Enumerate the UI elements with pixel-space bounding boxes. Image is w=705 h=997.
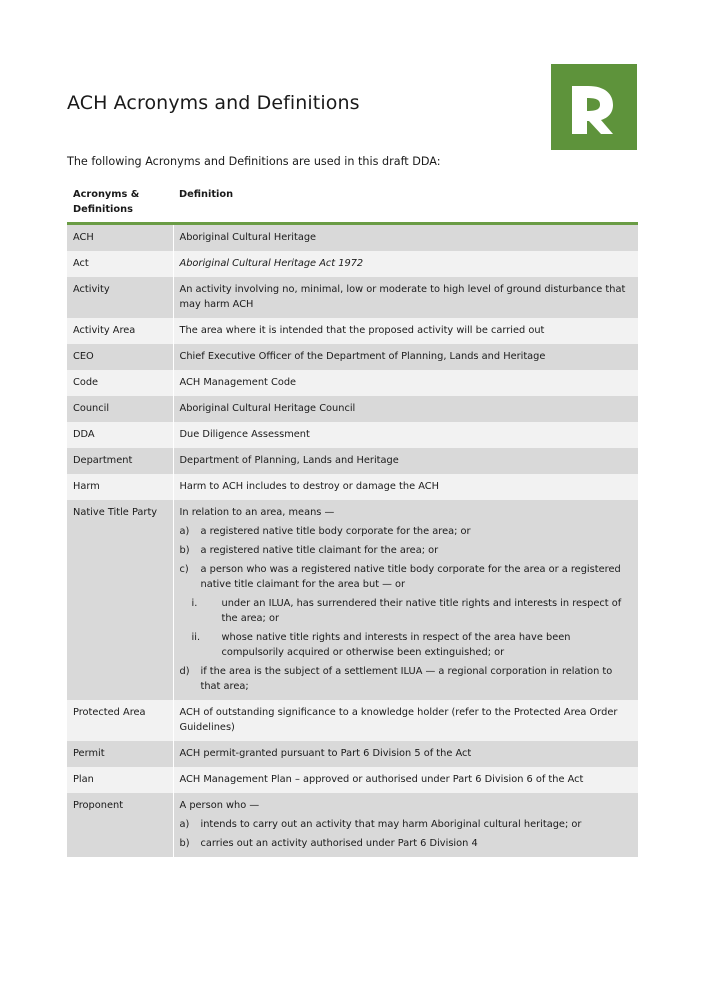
intro-text: The following Acronyms and Definitions are used in this draft DDA: bbox=[67, 155, 441, 168]
list-text: intends to carry out an activity that may harm Aboriginal cultural heritage; or bbox=[200, 819, 582, 830]
term-cell: CEO bbox=[67, 344, 173, 370]
column-header-term: Acronyms & Definitions bbox=[67, 183, 173, 224]
term-cell: Activity bbox=[67, 277, 173, 318]
list-text: whose native title rights and interests in respect of the area have been compulsorily acquired or otherwise been extinguished; or bbox=[221, 632, 571, 658]
table-row bbox=[67, 500, 638, 700]
list-item bbox=[180, 836, 633, 851]
list-marker: i. bbox=[191, 598, 198, 609]
definition-cell: Aboriginal Cultural Heritage bbox=[173, 224, 638, 252]
table-row bbox=[67, 741, 638, 767]
sub-list-item bbox=[180, 630, 633, 660]
list-text: if the area is the subject of a settlement ILUA — a regional corporation in relation to that area; bbox=[200, 666, 613, 692]
term-cell: Proponent bbox=[67, 793, 173, 857]
sub-list-item bbox=[180, 596, 633, 626]
table-row bbox=[67, 448, 638, 474]
term-cell: Council bbox=[67, 396, 173, 422]
list-text: carries out an activity authorised under Part 6 Division 4 bbox=[200, 838, 478, 849]
table-row bbox=[67, 700, 638, 741]
term-cell: Permit bbox=[67, 741, 173, 767]
list-marker: a) bbox=[179, 819, 190, 830]
table-row bbox=[67, 767, 638, 793]
table-row bbox=[67, 370, 638, 396]
table-row bbox=[67, 793, 638, 857]
definition-cell: ACH of outstanding significance to a knowledge holder (refer to the Protected Area Order Guidelines) bbox=[173, 700, 638, 741]
term-cell: DDA bbox=[67, 422, 173, 448]
table-row bbox=[67, 224, 638, 252]
list-item bbox=[180, 664, 633, 694]
list-marker: d) bbox=[179, 666, 190, 677]
definitions-table bbox=[67, 183, 638, 857]
definition-cell: Harm to ACH includes to destroy or damage the ACH bbox=[173, 474, 638, 500]
list-marker: b) bbox=[179, 545, 190, 556]
list-item bbox=[180, 562, 633, 592]
r-logo-icon bbox=[551, 64, 637, 150]
term-cell: Plan bbox=[67, 767, 173, 793]
definition-cell: ACH Management Code bbox=[173, 370, 638, 396]
definition-lead: In relation to an area, means — bbox=[179, 507, 335, 518]
definition-cell: The area where it is intended that the proposed activity will be carried out bbox=[173, 318, 638, 344]
table-header-row bbox=[67, 183, 638, 224]
definition-cell bbox=[173, 500, 638, 700]
table-row bbox=[67, 318, 638, 344]
definition-lead: A person who — bbox=[179, 800, 260, 811]
list-text: under an ILUA, has surrendered their native title rights and interests in respect of the area; or bbox=[221, 598, 622, 624]
definition-cell: ACH permit-granted pursuant to Part 6 Division 5 of the Act bbox=[173, 741, 638, 767]
term-cell: Native Title Party bbox=[67, 500, 173, 700]
definition-cell: Due Diligence Assessment bbox=[173, 422, 638, 448]
list-item bbox=[180, 543, 633, 558]
list-item bbox=[180, 524, 633, 539]
definition-cell bbox=[173, 793, 638, 857]
column-header-definition: Definition bbox=[173, 183, 638, 224]
table-row bbox=[67, 396, 638, 422]
list-marker: b) bbox=[179, 838, 190, 849]
list-text: a person who was a registered native title body corporate for the area or a registered native title claimant for the area but — or bbox=[200, 564, 621, 590]
table-row bbox=[67, 277, 638, 318]
definition-cell: Department of Planning, Lands and Heritage bbox=[173, 448, 638, 474]
term-cell: Department bbox=[67, 448, 173, 474]
definition-cell: Aboriginal Cultural Heritage Council bbox=[173, 396, 638, 422]
term-cell: Act bbox=[67, 251, 173, 277]
list-marker: ii. bbox=[191, 632, 201, 643]
definition-cell: Aboriginal Cultural Heritage Act 1972 bbox=[173, 251, 638, 277]
definition-cell: An activity involving no, minimal, low or moderate to high level of ground disturbance that may harm ACH bbox=[173, 277, 638, 318]
table-row bbox=[67, 474, 638, 500]
list-item bbox=[180, 817, 633, 832]
table-row bbox=[67, 422, 638, 448]
table-row bbox=[67, 251, 638, 277]
list-marker: a) bbox=[179, 526, 190, 537]
term-cell: Code bbox=[67, 370, 173, 396]
page-title: ACH Acronyms and Definitions bbox=[67, 92, 360, 114]
definition-cell: ACH Management Plan – approved or authorised under Part 6 Division 6 of the Act bbox=[173, 767, 638, 793]
term-cell: ACH bbox=[67, 224, 173, 252]
list-marker: c) bbox=[179, 564, 189, 575]
table-row bbox=[67, 344, 638, 370]
term-cell: Harm bbox=[67, 474, 173, 500]
list-text: a registered native title body corporate for the area; or bbox=[200, 526, 471, 537]
list-text: a registered native title claimant for the area; or bbox=[200, 545, 439, 556]
term-cell: Activity Area bbox=[67, 318, 173, 344]
definition-cell: Chief Executive Officer of the Department of Planning, Lands and Heritage bbox=[173, 344, 638, 370]
term-cell: Protected Area bbox=[67, 700, 173, 741]
